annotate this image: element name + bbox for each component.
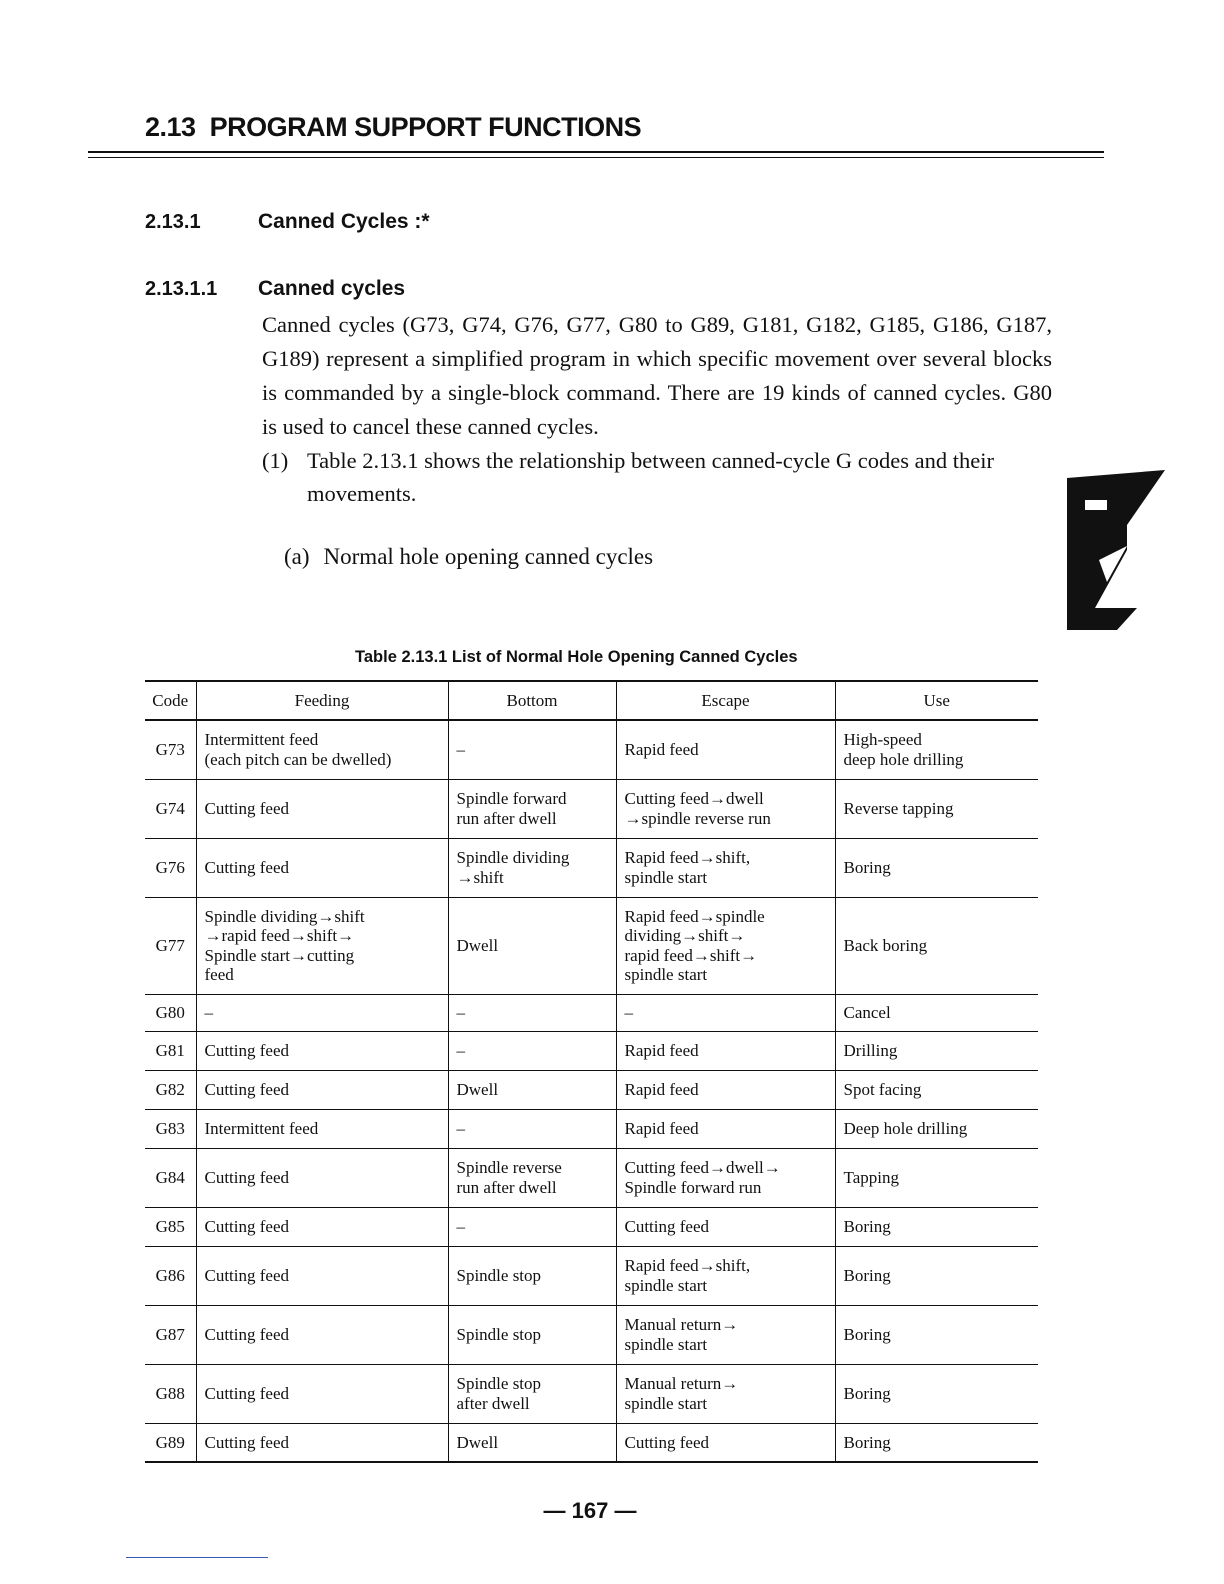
- section-number: 2.13: [145, 112, 196, 142]
- cell-code: G76: [145, 838, 196, 897]
- chapter-tab-shape: [1067, 470, 1165, 630]
- cell-escape-line: spindle start: [624, 1275, 708, 1295]
- cell-use: [835, 1207, 1038, 1246]
- cell-feeding: [196, 1364, 448, 1423]
- cell-code: G81: [145, 1031, 196, 1070]
- table-row: [145, 1423, 1038, 1462]
- cell-bottom-line: –: [456, 1002, 465, 1022]
- cell-feeding-line: Cutting feed: [204, 857, 290, 877]
- cell-escape: [616, 720, 835, 779]
- cell-escape-line: spindle start: [624, 1393, 708, 1413]
- body-paragraph: [262, 308, 1052, 444]
- subsection-number: 2.13.1: [145, 211, 201, 233]
- cell-use-line: Drilling: [843, 1040, 898, 1060]
- list-item-1-number: (1): [262, 448, 289, 473]
- cell-bottom: [448, 838, 616, 897]
- list-item-a-number: (a): [284, 544, 310, 569]
- cell-bottom-line: after dwell: [456, 1393, 530, 1413]
- paragraph-text: Canned cycles (G73, G74, G76, G77, G80 to G89, G181, G182, G185, G186, G187, G189) represent a simplified program in which specific movement over several blocks is commanded by a single-block command. There are 19 kinds of canned cycles. G80 is used to cancel these canned cycles.: [262, 312, 1052, 439]
- header-bottom: Bottom: [448, 681, 616, 720]
- cell-use: [835, 1423, 1038, 1462]
- cell-escape-line: →spindle reverse run: [624, 808, 771, 828]
- cell-feeding-line: Cutting feed: [204, 1040, 290, 1060]
- cell-escape: [616, 1148, 835, 1207]
- cell-feeding: [196, 838, 448, 897]
- cell-escape-line: Rapid feed: [624, 1079, 699, 1099]
- cell-escape-line: Rapid feed: [624, 1118, 699, 1138]
- table-row: [145, 838, 1038, 897]
- cell-bottom-line: –: [456, 1118, 465, 1138]
- cell-feeding-line: –: [204, 1002, 213, 1022]
- cell-bottom-line: Dwell: [456, 1079, 499, 1099]
- table-row: [145, 994, 1038, 1031]
- cell-escape-line: Rapid feed→shift,: [624, 848, 751, 867]
- subsubsection-title: Canned cycles: [258, 277, 406, 300]
- cell-code: G83: [145, 1109, 196, 1148]
- cell-feeding: [196, 1305, 448, 1364]
- cell-feeding-line: Cutting feed: [204, 1265, 290, 1285]
- cell-use-line: Back boring: [843, 935, 928, 955]
- cell-bottom: [448, 994, 616, 1031]
- cell-bottom: [448, 897, 616, 994]
- cell-use-line: Boring: [843, 1383, 891, 1403]
- cell-feeding-line: feed: [204, 965, 234, 984]
- cell-code: G82: [145, 1070, 196, 1109]
- list-item-1: [262, 444, 1052, 510]
- cell-use-line: Spot facing: [843, 1079, 922, 1099]
- cell-bottom: [448, 1109, 616, 1148]
- table-row: [145, 720, 1038, 779]
- cell-escape: [616, 1246, 835, 1305]
- cell-bottom-line: Dwell: [456, 1432, 499, 1452]
- cell-bottom-line: Spindle stop: [456, 1374, 542, 1393]
- cell-feeding: [196, 897, 448, 994]
- list-item-1-text: Table 2.13.1 shows the relationship between canned-cycle G codes and their movements.: [307, 448, 994, 506]
- cell-use-line: Reverse tapping: [843, 798, 954, 818]
- cell-escape-line: Cutting feed: [624, 1432, 710, 1452]
- chapter-tab-2-icon: [1067, 470, 1165, 630]
- cell-bottom: [448, 1423, 616, 1462]
- cell-feeding: [196, 1207, 448, 1246]
- cell-escape: [616, 1109, 835, 1148]
- cell-use-line: Boring: [843, 1432, 891, 1452]
- cell-use: [835, 897, 1038, 994]
- header-use: Use: [835, 681, 1038, 720]
- cell-escape-line: rapid feed→shift→: [624, 945, 758, 965]
- cell-bottom-line: –: [456, 1040, 465, 1060]
- footer-rule: [126, 1557, 268, 1558]
- cell-use-line: High-speed: [843, 730, 922, 750]
- cell-use: [835, 1031, 1038, 1070]
- list-item-a-text: Normal hole opening canned cycles: [323, 544, 654, 569]
- cell-feeding-line: Cutting feed: [204, 1324, 290, 1344]
- cell-escape: [616, 1305, 835, 1364]
- cell-feeding-line: Spindle dividing→shift: [204, 906, 365, 926]
- cell-escape: [616, 1031, 835, 1070]
- cell-feeding: [196, 1070, 448, 1109]
- cell-escape-line: Cutting feed: [624, 1216, 710, 1236]
- cell-bottom: [448, 1070, 616, 1109]
- cell-bottom-line: –: [456, 1216, 465, 1236]
- table-row: [145, 897, 1038, 994]
- table-header-row: [145, 681, 1038, 720]
- title-rule-thin: [88, 157, 1104, 158]
- list-item-a: [284, 544, 653, 570]
- cell-bottom-line: Spindle forward: [456, 789, 567, 808]
- cell-feeding: [196, 994, 448, 1031]
- section-title-text: PROGRAM SUPPORT FUNCTIONS: [209, 112, 642, 142]
- cell-use-line: Cancel: [843, 1002, 891, 1022]
- header-feeding: Feeding: [196, 681, 448, 720]
- cell-feeding: [196, 1148, 448, 1207]
- cell-use: [835, 779, 1038, 838]
- cell-bottom: [448, 1364, 616, 1423]
- cell-code: G86: [145, 1246, 196, 1305]
- cell-code: G85: [145, 1207, 196, 1246]
- cell-feeding-line: (each pitch can be dwelled): [204, 749, 392, 769]
- cell-code: G89: [145, 1423, 196, 1462]
- cell-escape-line: dividing→shift→: [624, 926, 746, 945]
- header-code: Code: [145, 681, 196, 720]
- cell-code: G84: [145, 1148, 196, 1207]
- table-row: [145, 1031, 1038, 1070]
- title-rule-thick: [88, 151, 1104, 153]
- cell-escape-line: Spindle forward run: [624, 1177, 762, 1197]
- cell-escape: [616, 1207, 835, 1246]
- cell-bottom-line: –: [456, 740, 465, 759]
- cell-bottom-line: run after dwell: [456, 1177, 557, 1197]
- cell-use: [835, 994, 1038, 1031]
- cell-bottom-line: Spindle dividing: [456, 848, 570, 867]
- cell-feeding-line: Cutting feed: [204, 1079, 290, 1099]
- cell-feeding: [196, 1246, 448, 1305]
- cell-feeding: [196, 720, 448, 779]
- cell-use: [835, 720, 1038, 779]
- cell-use: [835, 1364, 1038, 1423]
- cell-escape-line: Rapid feed→shift,: [624, 1256, 751, 1275]
- cell-escape: [616, 1364, 835, 1423]
- cell-escape: [616, 897, 835, 994]
- cell-use-line: Boring: [843, 857, 891, 877]
- cell-use: [835, 1148, 1038, 1207]
- cell-escape: [616, 838, 835, 897]
- cell-use: [835, 838, 1038, 897]
- cell-bottom: [448, 1246, 616, 1305]
- table-row: [145, 1305, 1038, 1364]
- cell-feeding-line: Cutting feed: [204, 1383, 290, 1403]
- cell-use-line: Tapping: [843, 1167, 899, 1187]
- cell-use-line: Boring: [843, 1265, 891, 1285]
- table-row: [145, 1148, 1038, 1207]
- cell-escape-line: Cutting feed→dwell: [624, 789, 764, 808]
- chapter-tab-notch-top: [1085, 500, 1107, 510]
- cell-escape-line: Manual return→: [624, 1374, 739, 1393]
- cell-escape-line: spindle start: [624, 965, 708, 984]
- cell-bottom: [448, 1207, 616, 1246]
- cell-bottom-line: Spindle stop: [456, 1324, 542, 1344]
- table-row: [145, 779, 1038, 838]
- subsubsection-number: 2.13.1.1: [145, 278, 218, 300]
- cell-use-line: deep hole drilling: [843, 749, 964, 769]
- cell-code: G73: [145, 720, 196, 779]
- table-row: [145, 1207, 1038, 1246]
- cell-feeding: [196, 1031, 448, 1070]
- cell-bottom: [448, 779, 616, 838]
- cell-feeding-line: Intermittent feed: [204, 730, 319, 750]
- cell-bottom: [448, 1031, 616, 1070]
- cell-feeding: [196, 1109, 448, 1148]
- cell-use-line: Boring: [843, 1216, 891, 1236]
- cell-feeding-line: Cutting feed: [204, 1167, 290, 1187]
- cell-bottom-line: Dwell: [456, 935, 499, 955]
- table-row: [145, 1070, 1038, 1109]
- cell-escape-line: Cutting feed→dwell→: [624, 1158, 781, 1177]
- cell-feeding: [196, 1423, 448, 1462]
- cell-code: G77: [145, 897, 196, 994]
- cell-escape-line: Rapid feed: [624, 1040, 699, 1060]
- cell-bottom: [448, 1148, 616, 1207]
- header-escape: Escape: [616, 681, 835, 720]
- cell-use-line: Boring: [843, 1324, 891, 1344]
- page-number: — 167 —: [543, 1498, 637, 1523]
- cell-feeding-line: Cutting feed: [204, 1432, 290, 1452]
- cell-feeding-line: Intermittent feed: [204, 1118, 319, 1138]
- cell-use: [835, 1070, 1038, 1109]
- cell-escape-line: –: [624, 1002, 633, 1022]
- cell-use: [835, 1305, 1038, 1364]
- cell-code: G74: [145, 779, 196, 838]
- cell-feeding-line: Cutting feed: [204, 1216, 290, 1236]
- cell-feeding-line: →rapid feed→shift→: [204, 926, 355, 945]
- cell-use: [835, 1246, 1038, 1305]
- canned-cycles-table: [145, 680, 1038, 1463]
- cell-escape: [616, 1423, 835, 1462]
- table-caption: Table 2.13.1 List of Normal Hole Opening Canned Cycles: [355, 648, 798, 666]
- cell-code: G88: [145, 1364, 196, 1423]
- cell-escape-line: Rapid feed→spindle: [624, 906, 765, 926]
- cell-escape: [616, 1070, 835, 1109]
- cell-feeding: [196, 779, 448, 838]
- section-title: [145, 112, 641, 143]
- table-row: [145, 1364, 1038, 1423]
- cell-escape-line: spindle start: [624, 1334, 708, 1354]
- cell-escape: [616, 994, 835, 1031]
- table-row: [145, 1246, 1038, 1305]
- cell-escape-line: Rapid feed: [624, 740, 699, 759]
- cell-bottom-line: →shift: [456, 867, 504, 887]
- cell-bottom-line: Spindle reverse: [456, 1158, 562, 1177]
- cell-use-line: Deep hole drilling: [843, 1118, 968, 1138]
- cell-bottom-line: Spindle stop: [456, 1265, 542, 1285]
- cell-escape: [616, 779, 835, 838]
- cell-feeding-line: Spindle start→cutting: [204, 945, 355, 965]
- cell-code: G80: [145, 994, 196, 1031]
- table-body: [145, 720, 1038, 1462]
- cell-feeding-line: Cutting feed: [204, 798, 290, 818]
- cell-escape-line: spindle start: [624, 867, 708, 887]
- cell-bottom-line: run after dwell: [456, 808, 557, 828]
- cell-bottom: [448, 1305, 616, 1364]
- cell-bottom: [448, 720, 616, 779]
- table-row: [145, 1109, 1038, 1148]
- cell-escape-line: Manual return→: [624, 1315, 739, 1334]
- cell-code: G87: [145, 1305, 196, 1364]
- cell-use: [835, 1109, 1038, 1148]
- subsection-title: Canned Cycles :*: [258, 210, 430, 233]
